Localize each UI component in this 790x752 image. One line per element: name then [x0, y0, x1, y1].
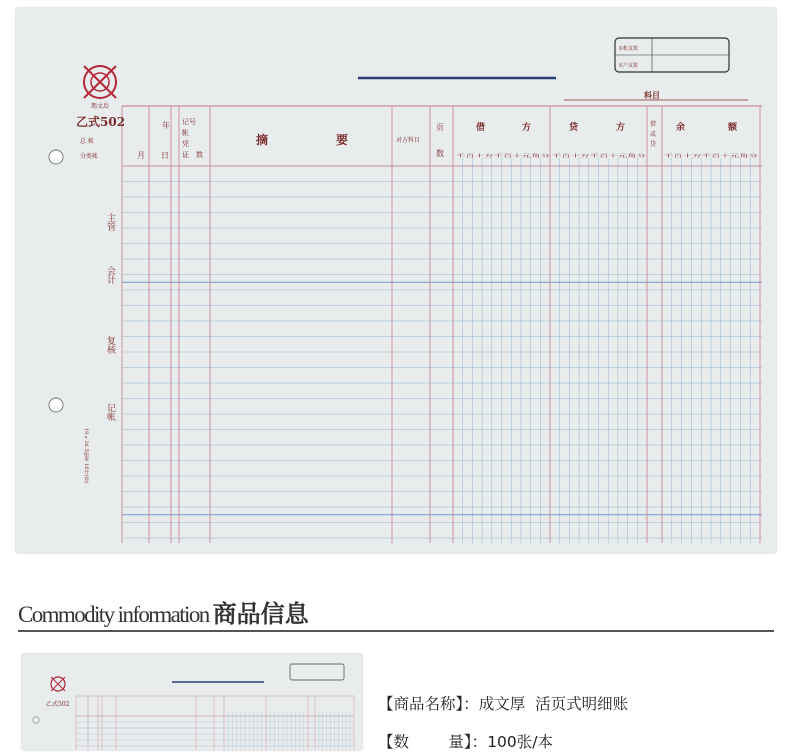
ledger-grid — [122, 106, 762, 543]
brand-mark: 瑪文島 — [90, 103, 110, 110]
section-title-cn: 商品信息 — [212, 599, 309, 628]
binding-hole-top — [49, 150, 63, 164]
header-direction-1: 借 — [650, 121, 657, 128]
section-divider — [18, 630, 774, 632]
header-credit-1: 贷 — [569, 123, 579, 133]
side-label-4: 记帐 — [105, 403, 115, 421]
subject-label: 科目 — [644, 90, 660, 100]
header-voucher-3: 凭 — [182, 140, 189, 148]
section-heading — [18, 594, 778, 632]
brand-logo-icon — [84, 66, 116, 98]
product-qty-value: 100张/本 — [487, 733, 553, 751]
type-line-2: 分类帐 — [80, 153, 99, 160]
header-voucher-4: 证 — [182, 151, 189, 159]
thumbnail-sheet — [22, 654, 362, 750]
side-label-2: 会计 — [105, 266, 115, 284]
type-line-1: 总 帐 — [80, 138, 94, 145]
binding-hole-bottom — [49, 398, 63, 412]
account-box-label-2: 本户页数 — [618, 63, 639, 69]
section-title-en: Commodity information — [18, 602, 209, 627]
header-digits-debit: 千百十万千百十元角分 — [456, 153, 498, 158]
header-direction-3: 贷 — [650, 141, 657, 148]
header-digits-credit: 千百十万千百十元角分 — [552, 153, 594, 158]
product-name-row: 【商品名称】：成文厚 活页式明细账 — [378, 695, 629, 713]
spec-note: 19×26.5厘米 16开(卷) — [83, 428, 89, 484]
product-thumbnail — [22, 654, 362, 750]
header-balance-2: 额 — [728, 123, 738, 133]
header-voucher-5: 数 — [196, 151, 203, 159]
header-digits-balance: 千百十万千百十元角分 — [664, 153, 706, 158]
header-summary-2: 要 — [336, 133, 349, 147]
header-day: 日 — [161, 151, 169, 160]
product-qty-label: 【数 量】 — [378, 733, 472, 751]
header-credit-2: 方 — [616, 123, 626, 133]
form-code: 乙式502 — [76, 115, 126, 129]
header-debit-2: 方 — [522, 123, 532, 133]
header-voucher-2: 帐 — [182, 129, 189, 137]
header-direction-2: 或 — [650, 131, 657, 138]
product-name-value: 成文厚 活页式明细账 — [478, 695, 629, 713]
product-qty-row: 【数 量】：100张/本 — [378, 733, 553, 751]
header-summary-1: 摘 — [256, 133, 269, 147]
header-balance-1: 余 — [676, 123, 686, 133]
side-label-3: 复核 — [105, 336, 115, 354]
header-month: 月 — [137, 151, 145, 160]
ledger-sheet — [16, 8, 776, 553]
thumbnail-form-code: 乙式502 — [46, 701, 70, 708]
header-contra: 对方科目 — [396, 137, 421, 144]
header-page-2: 数 — [436, 149, 444, 158]
header-year: 年 — [162, 121, 170, 130]
ledger-photo — [16, 8, 776, 553]
header-voucher-1: 记号 — [182, 118, 196, 126]
header-debit-1: 借 — [476, 123, 486, 133]
product-name-label: 【商品名称】 — [378, 695, 464, 713]
header-page-1: 页 — [436, 123, 444, 132]
side-label-1: 主管 — [105, 213, 115, 231]
account-box-label-1: 本帐页数 — [618, 46, 639, 52]
